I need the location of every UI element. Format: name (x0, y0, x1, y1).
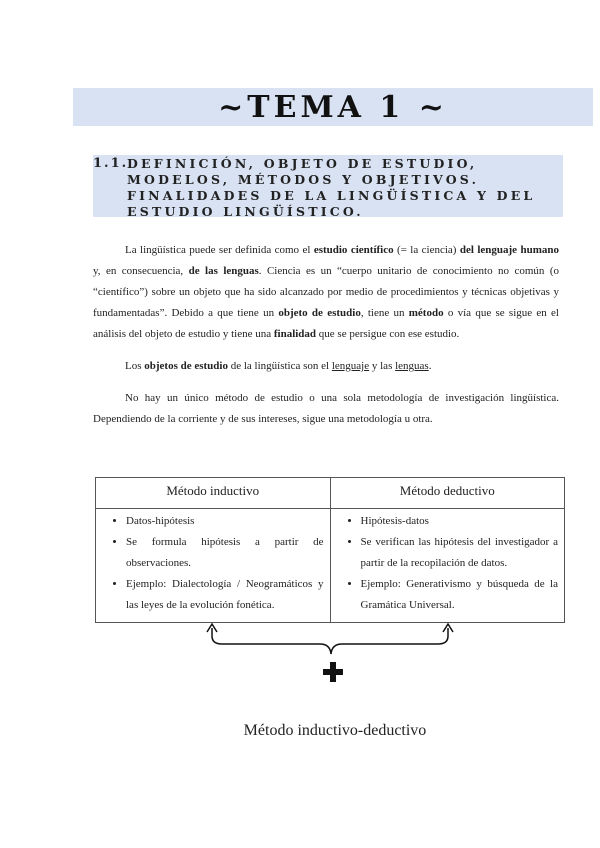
paragraph-objects: Los objetos de estudio de la lingüística son el lenguaje y las lenguas. (125, 360, 432, 372)
page-title: ~TEMA 1 ~ (218, 89, 448, 125)
curly-bracket-icon (200, 618, 460, 658)
section-title: DEFINICIÓN, OBJETO DE ESTUDIO, MODELOS, MÉTODOS Y OBJETIVOS. FINALIDADES DE LA LINGÜÍSTICA Y DEL ESTUDIO LINGÜÍSTICO. (127, 156, 536, 219)
list-item: • Datos-hipótesis (126, 511, 324, 532)
title-band (73, 88, 593, 126)
header-deductive: Método deductivo (330, 478, 565, 509)
header-inductive: Método inductivo (96, 478, 331, 509)
paragraph-methods: No hay un único método de estudio o una sola metodología de investigación lingüística. Dependiendo de la corriente y de sus intereses, sigue una metodología u otra. (93, 392, 559, 425)
body-text (93, 240, 559, 441)
result-method: Método inductivo-deductivo (243, 722, 427, 739)
cell-inductive (96, 509, 331, 623)
list-item: • Ejemplo: Generativismo y búsqueda de la Gramática Universal. (361, 574, 559, 616)
list-item: • Se formula hipótesis a partir de observaciones. (126, 532, 324, 574)
methods-table (95, 477, 565, 623)
list-item: • Ejemplo: Dialectología / Neogramáticos y las leyes de la evolución fonética. (126, 574, 324, 616)
section-heading (93, 155, 563, 217)
section-number: 1.1. (93, 156, 129, 171)
list-item: • Se verifican las hipótesis del investigador a partir de la recopilación de datos. (361, 532, 559, 574)
paragraph-definition: La lingüística puede ser definida como el estudio científico (= la ciencia) del lenguaje humano y, en consecuencia, de las lenguas. Ciencia es un “cuerpo unitario de conocimiento no común (o “científico”) sobre un objeto que ha sido alcanzado por medio de procedimientos y técnicas objetivas y fundamentadas”. Debido a que tiene un objeto de estudio, tiene un método o vía que se sigue en el análisis del objeto de estudio y tiene una finalidad que se persigue con ese estudio. (93, 244, 560, 340)
cell-deductive (330, 509, 565, 623)
plus-icon (323, 662, 343, 682)
list-item: • Hipótesis-datos (361, 511, 559, 532)
